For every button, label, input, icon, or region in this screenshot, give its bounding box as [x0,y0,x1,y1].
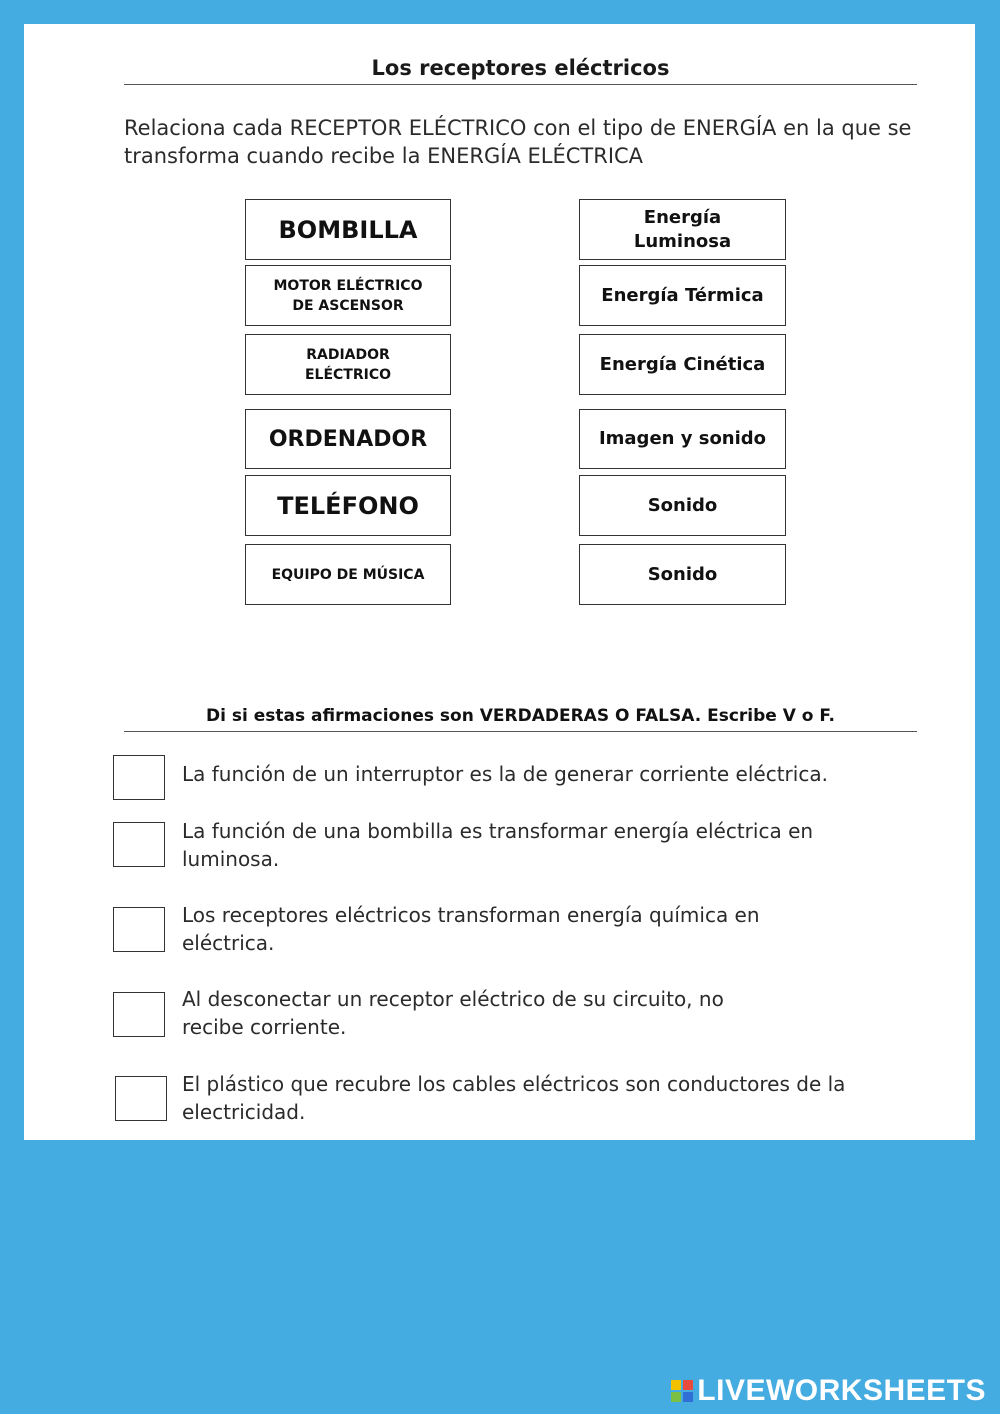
answer-box[interactable] [115,1076,167,1121]
section-divider [124,731,917,732]
receptor-box[interactable]: MOTOR ELÉCTRICO DE ASCENSOR [245,265,451,326]
energia-box[interactable]: Sonido [579,475,786,536]
answer-box[interactable] [113,907,165,952]
receptor-box[interactable]: BOMBILLA [245,199,451,260]
receptor-box[interactable]: EQUIPO DE MÚSICA [245,544,451,605]
liveworksheets-logo [671,1374,986,1408]
energia-box[interactable]: Sonido [579,544,786,605]
title-divider [124,84,917,85]
statement-text: La función de una bombilla es transformar energía eléctrica en luminosa. [182,819,814,871]
true-false-heading: Di si estas afirmaciones son VERDADERAS O FALSA. Escribe V o F. [206,706,835,726]
worksheet-title: Los receptores eléctricos [371,56,670,80]
receptor-box[interactable]: TELÉFONO [245,475,451,536]
energia-box[interactable]: Energía Cinética [579,334,786,395]
answer-box[interactable] [113,755,165,800]
answer-box[interactable] [113,822,165,867]
answer-box[interactable] [113,992,165,1037]
logo-text: LIVEWORKSHEETS [697,1374,986,1407]
matching-instruction: Relaciona cada RECEPTOR ELÉCTRICO con el tipo de ENERGÍA en la que se transforma cuando recibe la ENERGÍA ELÉCTRICA [124,116,912,168]
statement-text: El plástico que recubre los cables eléctricos son conductores de la electricidad. [182,1072,846,1124]
energia-box[interactable]: Energía Luminosa [579,199,786,260]
receptor-box[interactable]: RADIADOR ELÉCTRICO [245,334,451,395]
receptor-box[interactable]: ORDENADOR [245,409,451,469]
energia-box[interactable]: Imagen y sonido [579,409,786,469]
statement-text: La función de un interruptor es la de generar corriente eléctrica. [182,762,828,786]
logo-icon [671,1380,693,1402]
statement-text: Al desconectar un receptor eléctrico de su circuito, no recibe corriente. [182,987,724,1039]
worksheet [24,24,975,1140]
energia-box[interactable]: Energía Térmica [579,265,786,326]
statement-text: Los receptores eléctricos transforman energía química en eléctrica. [182,903,760,955]
